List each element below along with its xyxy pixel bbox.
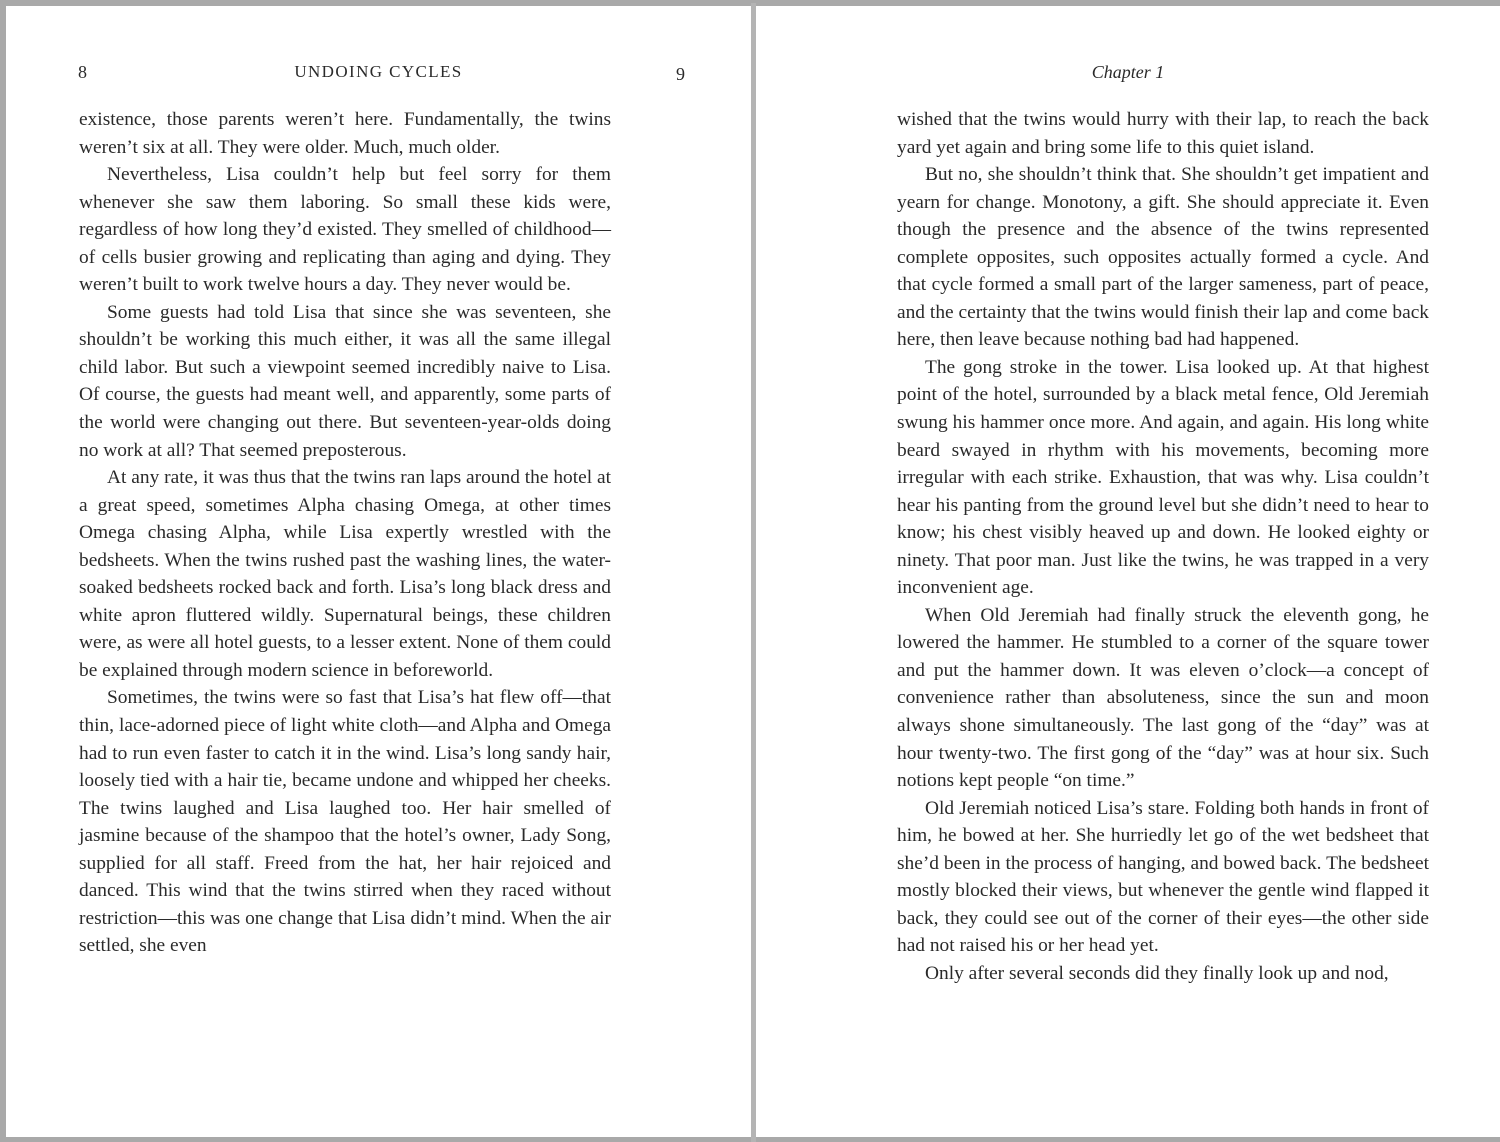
paragraph: existence, those parents weren’t here. Fundamentally, the twins weren’t six at all. They were older. Much, much older. (79, 109, 611, 158)
paragraph: Only after several seconds did they finally look up and nod, (925, 962, 1389, 984)
chapter-title: Chapter 1 (1091, 62, 1165, 82)
paragraph: Nevertheless, Lisa couldn’t help but feel sorry for them whenever she saw them laboring. So small these kids were, regardless of how long they’d existed. They smelled of childhood—of cells busier growing and replicating than aging and dying. They weren’t built to work twelve hours a day. They never would be. (79, 164, 611, 296)
left-page-body (79, 106, 611, 960)
paragraph: Sometimes, the twins were so fast that Lisa’s hat flew off—that thin, lace-adorned piece of light white cloth—and Alpha and Omega had to run even faster to catch it in the wind. Lisa’s long sandy hair, loosely tied with a hair tie, became undone and whipped her cheeks. The twins laughed and Lisa laughed too. Her hair smelled of jasmine because of the shampoo that the hotel’s owner, Lady Song, supplied for all staff. Freed from the hat, her hair rejoiced and danced. This wind that the twins stirred when they raced without restriction—this was one change that Lisa didn’t mind. When the air settled, she even (79, 687, 611, 957)
paragraph: Old Jeremiah noticed Lisa’s stare. Folding both hands in front of him, he bowed at her. She hurriedly let go of the wet bedsheet that she’d been in the process of hanging, and bowed back. The bedsheet mostly blocked their views, but whenever the gentle wind flapped it back, they could see out of the corner of their eyes—the other side had not raised his or her head yet. (897, 797, 1429, 957)
paragraph: Some guests had told Lisa that since she was seventeen, she shouldn’t be working this much either, it was all the same illegal child labor. But such a viewpoint seemed incredibly naive to Lisa. Of course, the guests had meant well, and apparently, some parts of the world were changing out there. But seventeen-year-olds doing no work at all? That seemed preposterous. (79, 301, 611, 461)
right-page-body (897, 106, 1429, 988)
page-number: 8 (78, 62, 87, 82)
paragraph: The gong stroke in the tower. Lisa looked up. At that highest point of the hotel, surrounded by a black metal fence, Old Jeremiah swung his hammer once more. And again, and again. His long white beard swayed in rhythm with his movements, becoming more irregular with each strike. Exhaustion, that was why. Lisa couldn’t hear his panting from the ground level but she didn’t need to hear to know; his chest visibly heaved up and down. He looked eighty or ninety. That poor man. Just like the twins, he was trapped in a very inconvenient age. (897, 356, 1429, 599)
right-page (676, 6, 1500, 1137)
paragraph: wished that the twins would hurry with their lap, to reach the back yard yet again and bring some life to this quiet island. (897, 109, 1429, 158)
book-title: UNDOING CYCLES (294, 62, 463, 81)
left-page (6, 6, 751, 1137)
paragraph: At any rate, it was thus that the twins ran laps around the hotel at a great speed, sometimes Alpha chasing Omega, at other times Omega chasing Alpha, while Lisa expertly wrestled with the bedsheets. When the twins rushed past the washing lines, the water-soaked bedsheets rocked back and forth. Lisa’s long black dress and white apron fluttered wildly. Supernatural beings, these children were, as were all hotel guests, to a lesser extent. None of them could be explained through modern science in beforeworld. (79, 467, 611, 681)
paragraph: When Old Jeremiah had finally struck the eleventh gong, he lowered the hammer. He stumbled to a corner of the square tower and put the hammer down. It was eleven o’clock—a concept of convenience rather than absoluteness, since the sun and moon always shone simultaneously. The last gong of the “day” was at hour twenty-two. The first gong of the “day” was at hour six. Such notions kept people “on time.” (897, 604, 1429, 792)
paragraph: But no, she shouldn’t think that. She shouldn’t get impatient and yearn for change. Monotony, a gift. She should appreciate it. Even though the presence and the absence of the twins represented complete opposites, such opposites actually formed a cycle. And that cycle formed a small part of the larger sameness, part of peace, and the certainty that the twins would finish their lap and come back here, then leave because nothing bad had happened. (897, 164, 1429, 351)
page-number: 9 (676, 64, 685, 84)
